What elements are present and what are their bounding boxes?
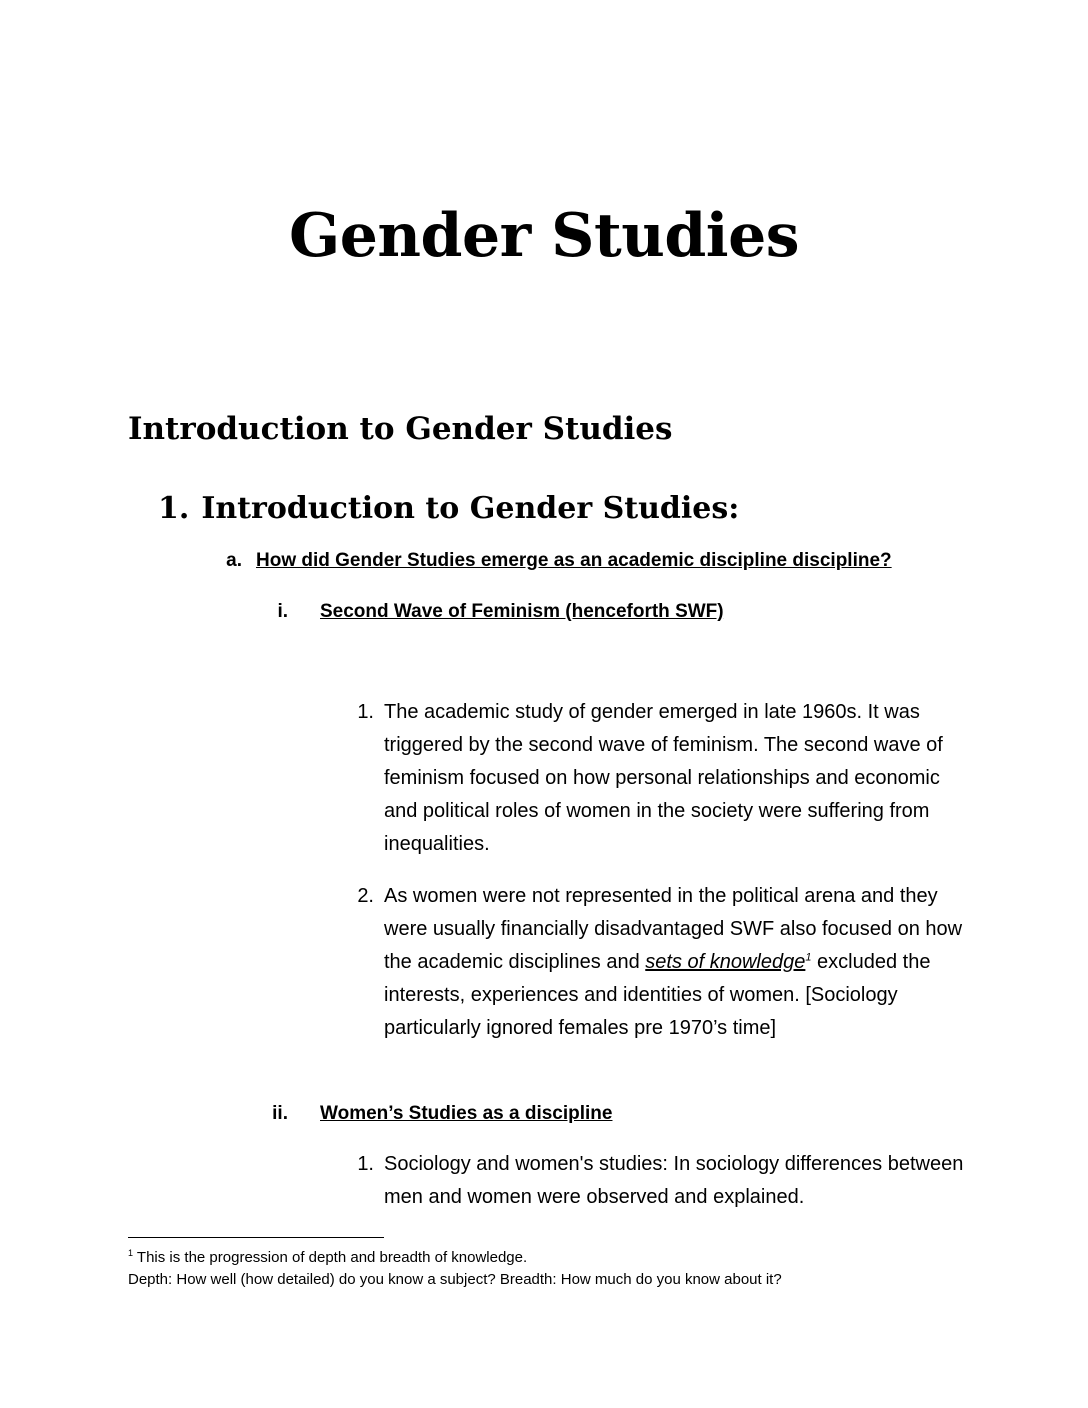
list-item-text-before: As women were not represented in the political arena and they were usually financially disadvantaged SWF also focused on how the academic disciplines and [384, 885, 963, 973]
list-item-text [384, 880, 974, 1045]
subsection-a-heading [0, 548, 1088, 574]
subsection-a-title: How did Gender Studies emerge as an academic discipline discipline? [256, 550, 892, 571]
list-item-marker: 1. [357, 701, 374, 723]
subsection-i-heading [0, 599, 1088, 625]
list-item-marker: 2. [357, 885, 374, 907]
subsection-a-marker: a. [226, 550, 242, 571]
chapter-number: 1. [158, 491, 190, 526]
subsection-i-title: Second Wave of Feminism (henceforth SWF) [320, 601, 724, 622]
footnote-line-1 [128, 1247, 527, 1269]
subsection-ii-marker: ii. [272, 1103, 288, 1124]
document-title: Gender Studies [288, 201, 800, 271]
subsection-ii-heading [0, 1101, 1088, 1127]
footnote-line-2: Depth: How well (how detailed) do you know a subject? Breadth: How much do you know about it? [128, 1271, 782, 1288]
list-item [344, 880, 984, 1080]
footnote-number: 1 [128, 1248, 134, 1258]
footnote-ref[interactable]: 1 [805, 951, 812, 964]
chapter-heading [158, 488, 739, 530]
subsection-ii-title: Women’s Studies as a discipline [320, 1103, 613, 1124]
list-item [344, 696, 984, 866]
subsection-i-marker: i. [277, 601, 288, 622]
list-item-text-after: excluded the interests, experiences and identities of women. [Sociology particularly ignored females pre 1970’s time] [384, 951, 931, 1039]
sets-of-knowledge-link[interactable]: sets of knowledge [645, 951, 806, 973]
section-heading: Introduction to Gender Studies [128, 411, 673, 447]
footnote-text-1: This is the progression of depth and breadth of knowledge. [133, 1249, 528, 1266]
footnote-divider [128, 1237, 384, 1238]
chapter-title: Introduction to Gender Studies: [201, 491, 740, 526]
list-item [344, 1148, 984, 1218]
list-item-text: Sociology and women's studies: In sociology differences between men and women were observed and explained. [384, 1153, 964, 1208]
list-item-text: The academic study of gender emerged in late 1960s. It was triggered by the second wave of feminism. The second wave of feminism focused on how personal relationships and economic and political roles of women in the society were suffering from inequalities. [384, 701, 943, 855]
list-item-marker: 1. [357, 1153, 374, 1175]
